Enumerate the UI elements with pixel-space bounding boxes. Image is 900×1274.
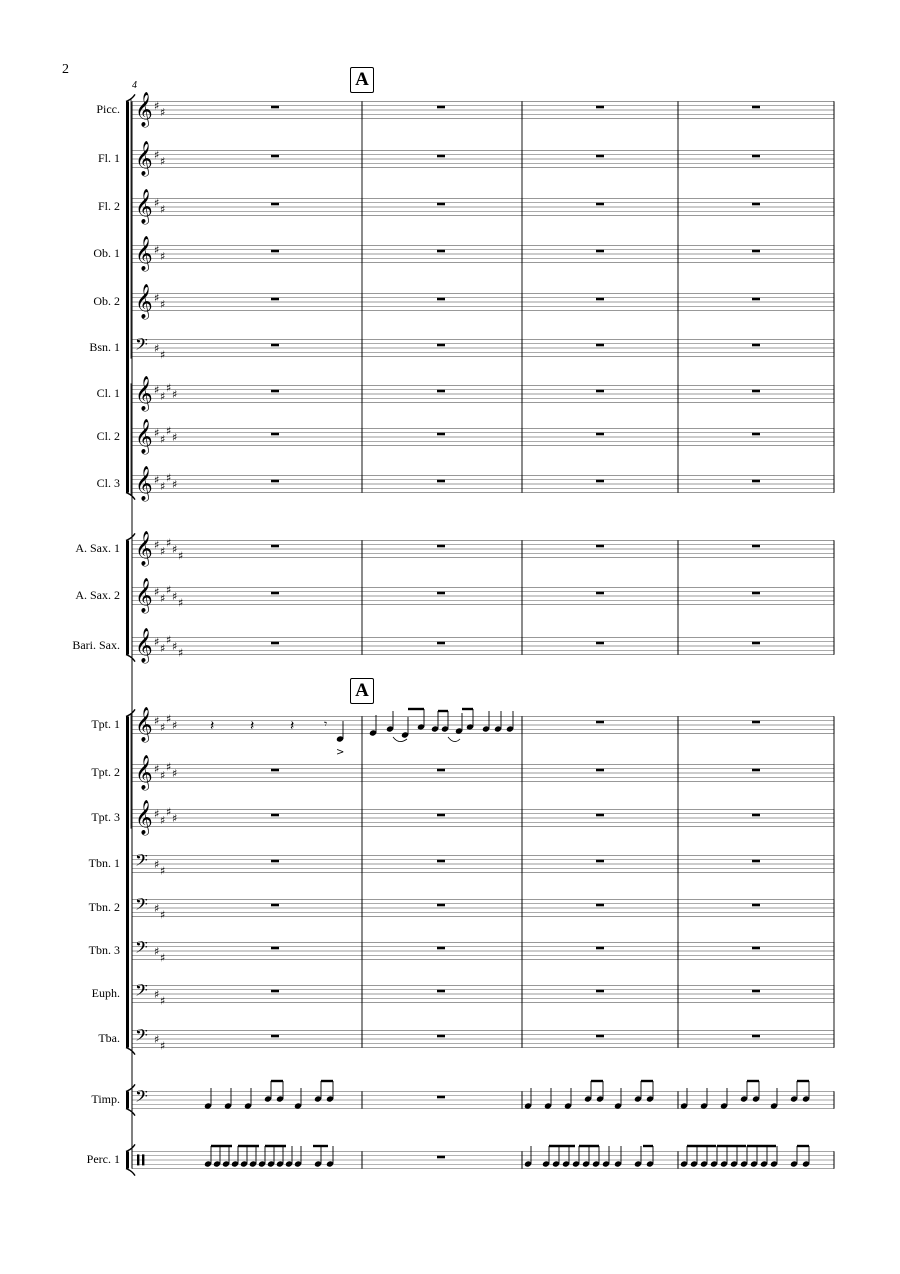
- whole-rest: [596, 721, 604, 724]
- whole-rest: [596, 106, 604, 109]
- treble-clef-icon: 𝄞: [135, 531, 153, 566]
- key-sharp-icon: ♯: [160, 545, 166, 559]
- whole-rest: [437, 344, 445, 347]
- treble-clef-icon: 𝄞: [135, 707, 153, 742]
- whole-rest: [271, 155, 279, 158]
- bass-clef-icon: 𝄢: [135, 937, 148, 961]
- whole-rest: [596, 860, 604, 863]
- percussion-clef-icon: [137, 1154, 139, 1165]
- whole-rest: [271, 990, 279, 993]
- whole-rest: [752, 721, 760, 724]
- key-sharp-icon: ♯: [154, 538, 160, 552]
- key-sharp-icon: ♯: [172, 431, 178, 444]
- key-sharp-icon: ♯: [166, 760, 172, 774]
- rehearsal-mark-brass: A: [350, 678, 374, 704]
- bracket-hook: [126, 533, 135, 540]
- whole-rest: [752, 814, 760, 817]
- whole-rest: [271, 298, 279, 301]
- instrument-label: Bsn. 1: [89, 340, 120, 354]
- key-sharp-icon: ♯: [154, 902, 160, 915]
- treble-clef-icon: 𝄞: [135, 189, 153, 224]
- whole-rest: [271, 545, 279, 548]
- whole-rest: [437, 250, 445, 253]
- key-sharp-icon: ♯: [160, 480, 166, 494]
- slur: [393, 737, 407, 742]
- key-sharp-icon: ♯: [154, 99, 160, 113]
- key-sharp-icon: ♯: [166, 381, 172, 395]
- key-sharp-icon: ♯: [172, 767, 178, 780]
- whole-rest: [437, 298, 445, 301]
- whole-rest: [271, 390, 279, 393]
- key-sharp-icon: ♯: [160, 769, 166, 783]
- instrument-label: Timp.: [91, 1092, 120, 1106]
- bracket-hook: [126, 1048, 135, 1055]
- treble-clef-icon: 𝄞: [135, 466, 153, 501]
- whole-rest: [437, 1096, 445, 1099]
- key-sharp-icon: ♯: [154, 342, 160, 355]
- whole-rest: [596, 814, 604, 817]
- key-sharp-icon: ♯: [160, 721, 166, 735]
- instrument-label: Fl. 1: [97, 151, 120, 165]
- quarter-rest-icon: 𝄽: [250, 718, 255, 734]
- instrument-label: Ob. 1: [93, 246, 120, 260]
- whole-rest: [596, 203, 604, 206]
- whole-rest: [596, 155, 604, 158]
- treble-clef-icon: 𝄞: [135, 755, 153, 790]
- whole-rest: [437, 990, 445, 993]
- whole-rest: [437, 592, 445, 595]
- accent-icon: >: [336, 747, 345, 758]
- measure-number: 4: [132, 80, 137, 91]
- page-number: 2: [62, 62, 69, 77]
- whole-rest: [752, 480, 760, 483]
- key-sharp-icon: ♯: [172, 719, 178, 732]
- quarter-rest-icon: 𝄽: [290, 718, 295, 734]
- bracket-hook: [126, 1169, 135, 1176]
- whole-rest: [437, 480, 445, 483]
- whole-rest: [596, 480, 604, 483]
- bracket-hook: [126, 1084, 135, 1091]
- bass-clef-icon: 𝄢: [135, 850, 148, 874]
- key-sharp-icon: ♯: [172, 590, 178, 603]
- key-sharp-icon: ♯: [166, 583, 172, 597]
- whole-rest: [271, 106, 279, 109]
- instrument-label: A. Sax. 1: [75, 541, 120, 555]
- key-sharp-icon: ♯: [154, 635, 160, 649]
- key-sharp-icon: ♯: [172, 640, 178, 653]
- instrument-label: Picc.: [96, 102, 120, 116]
- whole-rest: [596, 433, 604, 436]
- key-sharp-icon: ♯: [160, 348, 166, 362]
- whole-rest: [271, 433, 279, 436]
- bracket-hook: [126, 655, 135, 662]
- whole-rest: [596, 947, 604, 950]
- key-sharp-icon: ♯: [154, 762, 160, 776]
- bracket-hook: [126, 1144, 135, 1151]
- treble-clef-icon: 𝄞: [135, 92, 153, 127]
- eighth-rest-icon: 𝄾: [324, 717, 328, 731]
- whole-rest: [596, 298, 604, 301]
- key-sharp-icon: ♯: [178, 596, 184, 610]
- treble-clef-icon: 𝄞: [135, 800, 153, 835]
- bass-clef-icon: 𝄢: [135, 1086, 148, 1110]
- slur: [448, 737, 460, 742]
- instrument-label: Cl. 2: [96, 429, 120, 443]
- key-sharp-icon: ♯: [160, 994, 166, 1008]
- whole-rest: [752, 203, 760, 206]
- whole-rest: [271, 592, 279, 595]
- key-sharp-icon: ♯: [154, 148, 160, 162]
- whole-rest: [437, 106, 445, 109]
- whole-rest: [752, 990, 760, 993]
- instrument-label: Tbn. 3: [88, 943, 120, 957]
- bass-clef-icon: 𝄢: [135, 980, 148, 1004]
- key-sharp-icon: ♯: [154, 1033, 160, 1046]
- key-sharp-icon: ♯: [154, 291, 160, 305]
- key-sharp-icon: ♯: [166, 712, 172, 726]
- bass-clef-icon: 𝄢: [135, 334, 148, 358]
- key-sharp-icon: ♯: [166, 424, 172, 438]
- whole-rest: [752, 1035, 760, 1038]
- whole-rest: [271, 1035, 279, 1038]
- key-sharp-icon: ♯: [160, 433, 166, 447]
- treble-clef-icon: 𝄞: [135, 284, 153, 319]
- whole-rest: [437, 814, 445, 817]
- whole-rest: [437, 769, 445, 772]
- whole-rest: [752, 904, 760, 907]
- key-sharp-icon: ♯: [166, 633, 172, 647]
- whole-rest: [437, 1156, 445, 1159]
- whole-rest: [271, 769, 279, 772]
- group-bracket: [126, 101, 129, 492]
- whole-rest: [752, 106, 760, 109]
- whole-rest: [271, 814, 279, 817]
- key-sharp-icon: ♯: [160, 390, 166, 404]
- whole-rest: [752, 769, 760, 772]
- key-sharp-icon: ♯: [154, 945, 160, 958]
- bracket-hook: [126, 1109, 135, 1116]
- whole-rest: [596, 344, 604, 347]
- whole-rest: [596, 390, 604, 393]
- instrument-label: Tpt. 1: [91, 717, 120, 731]
- whole-rest: [437, 390, 445, 393]
- key-sharp-icon: ♯: [160, 814, 166, 828]
- whole-rest: [271, 947, 279, 950]
- group-bracket: [126, 540, 129, 654]
- key-sharp-icon: ♯: [154, 807, 160, 821]
- key-sharp-icon: ♯: [160, 106, 166, 120]
- whole-rest: [596, 545, 604, 548]
- treble-clef-icon: 𝄞: [135, 628, 153, 663]
- whole-rest: [437, 904, 445, 907]
- key-sharp-icon: ♯: [160, 864, 166, 878]
- bracket-hook: [126, 709, 135, 716]
- whole-rest: [437, 545, 445, 548]
- key-sharp-icon: ♯: [160, 592, 166, 606]
- key-sharp-icon: ♯: [172, 478, 178, 491]
- instrument-label: Ob. 2: [93, 294, 120, 308]
- key-sharp-icon: ♯: [154, 426, 160, 440]
- instrument-label: Tba.: [98, 1031, 120, 1045]
- whole-rest: [271, 860, 279, 863]
- whole-rest: [271, 904, 279, 907]
- whole-rest: [752, 592, 760, 595]
- key-sharp-icon: ♯: [172, 812, 178, 825]
- whole-rest: [271, 642, 279, 645]
- key-sharp-icon: ♯: [160, 250, 166, 264]
- whole-rest: [437, 155, 445, 158]
- whole-rest: [752, 344, 760, 347]
- key-sharp-icon: ♯: [178, 646, 184, 660]
- whole-rest: [752, 155, 760, 158]
- whole-rest: [752, 433, 760, 436]
- key-sharp-icon: ♯: [154, 196, 160, 210]
- whole-rest: [437, 642, 445, 645]
- whole-rest: [596, 592, 604, 595]
- instrument-label: Tbn. 2: [88, 900, 120, 914]
- treble-clef-icon: 𝄞: [135, 141, 153, 176]
- treble-clef-icon: 𝄞: [135, 419, 153, 454]
- whole-rest: [596, 990, 604, 993]
- whole-rest: [596, 904, 604, 907]
- whole-rest: [596, 1035, 604, 1038]
- group-bracket: [126, 716, 129, 1047]
- key-sharp-icon: ♯: [154, 473, 160, 487]
- treble-clef-icon: 𝄞: [135, 236, 153, 271]
- key-sharp-icon: ♯: [154, 714, 160, 728]
- instrument-label: A. Sax. 2: [75, 588, 120, 602]
- whole-rest: [437, 1035, 445, 1038]
- whole-rest: [752, 947, 760, 950]
- key-sharp-icon: ♯: [172, 388, 178, 401]
- whole-rest: [596, 769, 604, 772]
- whole-rest: [752, 642, 760, 645]
- key-sharp-icon: ♯: [160, 155, 166, 169]
- key-sharp-icon: ♯: [160, 951, 166, 965]
- key-sharp-icon: ♯: [160, 203, 166, 217]
- group-bracket: [126, 1091, 129, 1108]
- key-sharp-icon: ♯: [172, 543, 178, 556]
- quarter-rest-icon: 𝄽: [210, 718, 215, 734]
- instrument-label: Euph.: [91, 986, 120, 1000]
- percussion-clef-icon: [142, 1154, 144, 1165]
- whole-rest: [437, 860, 445, 863]
- whole-rest: [271, 250, 279, 253]
- key-sharp-icon: ♯: [154, 988, 160, 1001]
- instrument-label: Cl. 1: [96, 386, 120, 400]
- key-sharp-icon: ♯: [160, 298, 166, 312]
- key-sharp-icon: ♯: [154, 243, 160, 257]
- instrument-label: Bari. Sax.: [72, 638, 120, 652]
- whole-rest: [271, 480, 279, 483]
- whole-rest: [596, 642, 604, 645]
- bass-clef-icon: 𝄢: [135, 894, 148, 918]
- whole-rest: [271, 203, 279, 206]
- key-sharp-icon: ♯: [160, 908, 166, 922]
- rehearsal-mark-top: A: [350, 67, 374, 93]
- bracket-hook: [126, 493, 135, 500]
- key-sharp-icon: ♯: [154, 383, 160, 397]
- instrument-label: Perc. 1: [86, 1152, 120, 1166]
- instrument-label: Fl. 2: [97, 199, 120, 213]
- key-sharp-icon: ♯: [166, 805, 172, 819]
- whole-rest: [752, 250, 760, 253]
- whole-rest: [437, 433, 445, 436]
- key-sharp-icon: ♯: [160, 1039, 166, 1053]
- whole-rest: [437, 203, 445, 206]
- whole-rest: [752, 860, 760, 863]
- instrument-label: Tpt. 3: [91, 810, 120, 824]
- key-sharp-icon: ♯: [160, 642, 166, 656]
- key-sharp-icon: ♯: [154, 585, 160, 599]
- whole-rest: [437, 947, 445, 950]
- key-sharp-icon: ♯: [154, 858, 160, 871]
- whole-rest: [752, 545, 760, 548]
- whole-rest: [271, 344, 279, 347]
- instrument-label: Cl. 3: [96, 476, 120, 490]
- instrument-label: Tpt. 2: [91, 765, 120, 779]
- key-sharp-icon: ♯: [178, 549, 184, 563]
- whole-rest: [752, 390, 760, 393]
- bracket-hook: [126, 94, 135, 101]
- whole-rest: [596, 250, 604, 253]
- whole-rest: [752, 298, 760, 301]
- treble-clef-icon: 𝄞: [135, 578, 153, 613]
- instrument-label: Tbn. 1: [88, 856, 120, 870]
- bass-clef-icon: 𝄢: [135, 1025, 148, 1049]
- key-sharp-icon: ♯: [166, 471, 172, 485]
- treble-clef-icon: 𝄞: [135, 376, 153, 411]
- group-bracket: [126, 1151, 129, 1168]
- key-sharp-icon: ♯: [166, 536, 172, 550]
